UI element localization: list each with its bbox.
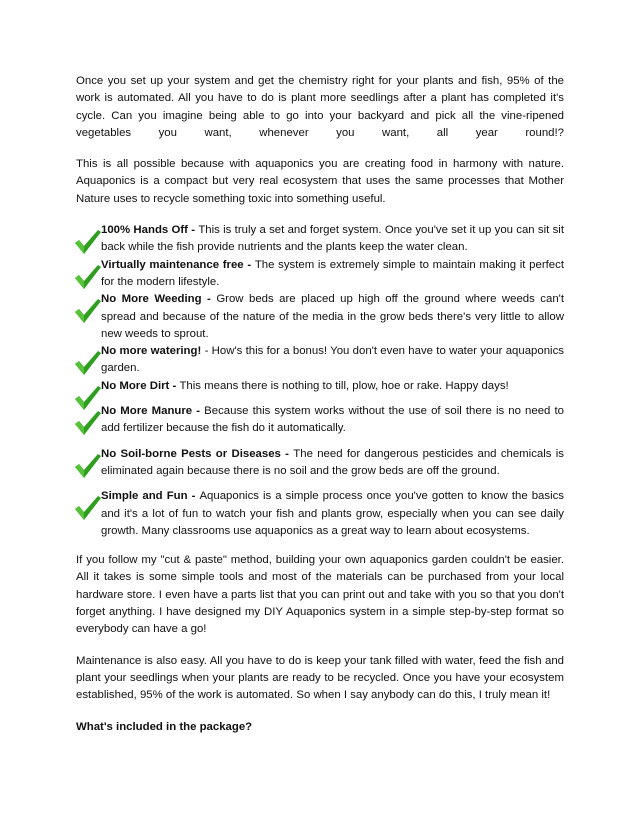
benefit-title: Simple and Fun - <box>101 490 200 503</box>
benefit-maintenance-free <box>76 257 564 292</box>
package-heading: What's included in the package? <box>76 720 253 733</box>
intro-paragraph: Once you set up your system and get the chemistry right for your plants and fish, 95% of the work is automated. All you have to do is plant more seedlings after a plant has completed it's cycle. Can you imagine being able to go into your backyard and pick all the vine-ripened vegetables you want, whenever you want, all year round!? <box>76 75 564 139</box>
benefit-title: No Soil-borne Pests or Diseases - <box>101 447 294 460</box>
benefit-no-watering <box>76 343 564 378</box>
benefit-title: No More Manure - <box>101 405 205 418</box>
benefit-text: Because this system works without the use of soil there is no need to add fertilizer because the fish do it automatically. <box>101 405 565 435</box>
maintenance-paragraph: Maintenance is also easy. All you have to do is keep your tank filled with water, feed the fish and plant your seedlings when your plants are ready to be recycled. Once you have your ecosystem established, 95% of the work is automated. So when I say anybody can do this, I truly mean it! <box>76 654 564 702</box>
benefit-title: 100% Hands Off - <box>101 224 199 237</box>
checkmark-icon <box>72 297 102 325</box>
benefit-text: - How's this for a bonus! You don't even have to water your aquaponics garden. <box>101 345 564 375</box>
method-paragraph: If you follow my "cut & paste" method, building your own aquaponics garden couldn't be easier. All it takes is some simple tools and most of the materials can be purchased from your local hardware store. I even have a parts list that you can print out and take with you so that you don't forget anything. I have designed my DIY Aquaponics system in a simple step-by-step format so everybody can have a go! <box>76 554 564 636</box>
benefit-no-dirt <box>76 378 564 395</box>
benefit-hands-off <box>76 222 564 257</box>
benefit-no-weeding <box>76 291 564 343</box>
checkmark-icon <box>72 494 102 522</box>
benefit-simple-fun <box>76 488 564 540</box>
benefit-text: Grow beds are placed up high off the ground where weeds can't spread and because of the nature of the media in the grow beds there's very little to allow new weeds to sprout. <box>101 293 564 340</box>
checkmark-icon <box>72 349 102 377</box>
document-page <box>76 73 564 736</box>
checkmark-icon <box>72 263 102 291</box>
benefit-text: This means there is nothing to till, plow, hoe or rake. Happy days! <box>179 379 509 392</box>
benefit-no-manure <box>76 403 564 438</box>
harmony-paragraph: This is all possible because with aquaponics you are creating food in harmony with nature. Aquaponics is a compact but very real ecosystem that uses the same processes that Mother Nature uses to recycle something toxic into something useful. <box>76 158 564 205</box>
benefit-title: No More Weeding - <box>101 293 217 306</box>
checkmark-icon <box>72 409 102 437</box>
checkmark-icon <box>72 452 102 480</box>
checkmark-icon <box>72 228 102 256</box>
benefit-title: No More Dirt - <box>101 379 180 392</box>
benefits-list <box>76 222 564 540</box>
benefit-text: The need for dangerous pesticides and chemicals is eliminated again because there is no soil and the grow beds are off the ground. <box>101 447 564 477</box>
benefit-title: No more watering! <box>101 345 205 358</box>
benefit-text: This is truly a set and forget system. Once you've set it up you can sit sit back while the fish provide nutrients and the plants keep the water clean. <box>101 224 564 254</box>
benefit-text: Aquaponics is a simple process once you've gotten to know the basics and it's a lot of fun to watch your fish and plants grow, especially when you can see daily growth. Many classrooms use aquaponics as a great way to learn about ecosystems. <box>101 490 564 537</box>
benefit-title: Virtually maintenance free - <box>101 258 255 271</box>
benefit-no-pests <box>76 446 564 481</box>
benefit-text: The system is extremely simple to maintain making it perfect for the modern lifestyle. <box>101 258 564 288</box>
